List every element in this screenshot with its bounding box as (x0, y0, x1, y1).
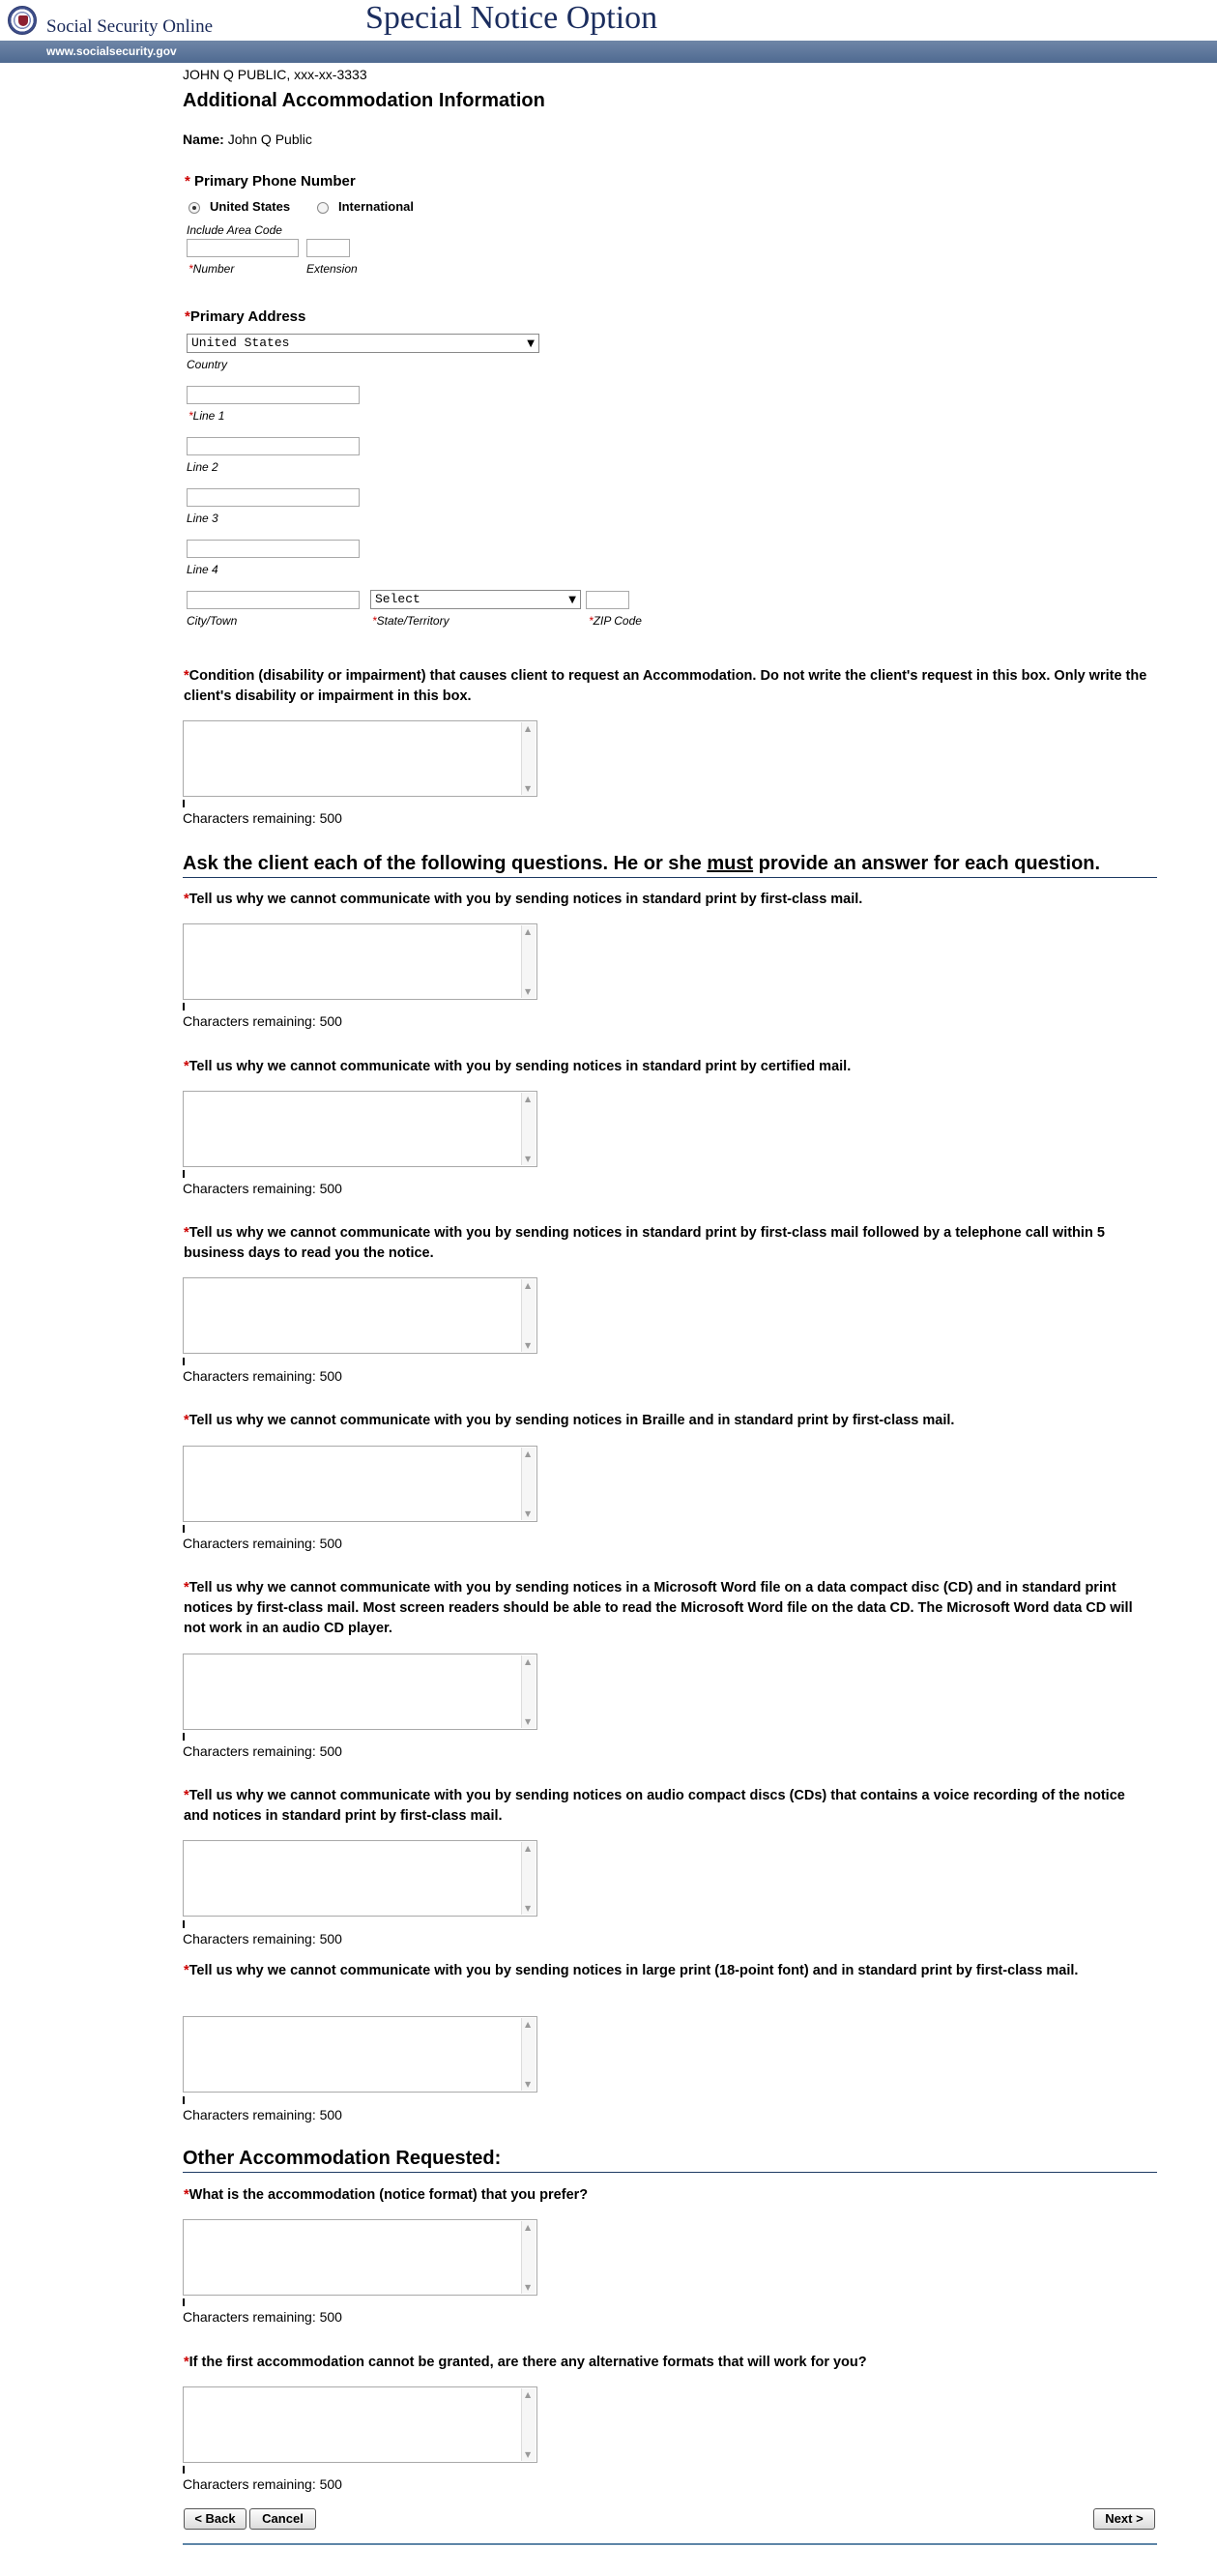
state-select-value: Select (375, 592, 420, 606)
back-button[interactable]: < Back (184, 2508, 246, 2530)
question-7-chars-remaining: Characters remaining: 500 (183, 2107, 342, 2122)
header-band (0, 41, 1217, 63)
city-input[interactable] (187, 591, 360, 609)
client-name (183, 132, 312, 147)
alternative-format-chars-remaining: Characters remaining: 500 (183, 2476, 342, 2492)
text-cursor (183, 1733, 185, 1741)
text-cursor (183, 1358, 185, 1365)
address-line1-input[interactable] (187, 386, 360, 404)
question-5-chars-remaining: Characters remaining: 500 (183, 1743, 342, 1759)
next-button[interactable]: Next > (1093, 2508, 1155, 2530)
address-line4-label: Line 4 (187, 563, 218, 576)
question-1-label: *Tell us why we cannot communicate with you by sending notices in standard print by first-class mail. (184, 892, 863, 907)
address-line4-input[interactable] (187, 540, 360, 558)
question-1-chars-remaining: Characters remaining: 500 (183, 1013, 342, 1029)
question-3-chars-remaining: Characters remaining: 500 (183, 1368, 342, 1384)
textarea-scrollbar[interactable]: ▲ ▼ (521, 1842, 536, 1915)
phone-number-input[interactable] (187, 239, 299, 257)
textarea-scrollbar[interactable]: ▲ ▼ (521, 2221, 536, 2294)
text-cursor (183, 1170, 185, 1178)
textarea-scrollbar[interactable]: ▲ ▼ (521, 2018, 536, 2091)
phone-hint: Include Area Code (187, 223, 282, 237)
required-mark: * (185, 173, 190, 190)
preferred-format-label: *What is the accommodation (notice format) that you prefer? (184, 2187, 589, 2203)
text-cursor (183, 800, 185, 807)
question-7-textarea[interactable] (183, 2016, 537, 2093)
name-label: Name: (183, 132, 224, 147)
radio-label-international: International (338, 199, 415, 214)
radio-label-united-states: United States (210, 199, 291, 214)
zip-input[interactable] (586, 591, 629, 609)
questions-heading: Ask the client each of the following questions. He or she must provide an answer for each question. (183, 853, 1157, 878)
address-line2-input[interactable] (187, 437, 360, 455)
question-5-textarea[interactable] (183, 1654, 537, 1730)
footer-divider (183, 2543, 1157, 2545)
preferred-format-chars-remaining: Characters remaining: 500 (183, 2309, 342, 2325)
text-cursor (183, 2298, 185, 2306)
phone-extension-label: Extension (306, 262, 358, 276)
text-cursor (183, 2466, 185, 2474)
zip-label: *ZIP Code (589, 614, 642, 628)
site-header (0, 0, 1217, 41)
textarea-scrollbar[interactable]: ▲ ▼ (521, 925, 536, 998)
question-6-chars-remaining: Characters remaining: 500 (183, 1931, 342, 1947)
condition-textarea[interactable] (183, 720, 537, 797)
cancel-button[interactable]: Cancel (249, 2508, 316, 2530)
question-5-label: *Tell us why we cannot communicate with you by sending notices in a Microsoft Word file on a data compact disc (CD) and in standard print notices by first-class mail. Most screen readers should be able to read the Microsoft Word file on the data CD. The Microsoft Word data CD will not work in an audio CD player. (184, 1580, 1133, 1636)
address-line3-label: Line 3 (187, 512, 218, 525)
state-select[interactable] (370, 590, 581, 609)
preferred-format-textarea[interactable] (183, 2219, 537, 2296)
radio-united-states[interactable] (188, 202, 200, 214)
phone-label: * Primary Phone Number (185, 173, 356, 190)
question-4-textarea[interactable] (183, 1446, 537, 1522)
country-label: Country (187, 358, 228, 371)
form-heading: Additional Accommodation Information (183, 90, 545, 111)
question-2-chars-remaining: Characters remaining: 500 (183, 1181, 342, 1196)
question-6-textarea[interactable] (183, 1840, 537, 1917)
textarea-scrollbar[interactable]: ▲ ▼ (521, 1655, 536, 1728)
name-value: John Q Public (227, 132, 312, 147)
country-select-value: United States (191, 336, 290, 350)
page-title: Special Notice Option (365, 0, 658, 36)
question-3-textarea[interactable] (183, 1277, 537, 1354)
question-4-chars-remaining: Characters remaining: 500 (183, 1536, 342, 1551)
condition-label: *Condition (disability or impairment) that causes client to request an Accommodation. Do not write the client's request in this box. Only write the client's disability or impairment in this box. (184, 668, 1147, 704)
question-2-textarea[interactable] (183, 1091, 537, 1167)
question-3-label: *Tell us why we cannot communicate with you by sending notices in standard print by first-class mail followed by a telephone call within 5 business days to read you the notice. (184, 1225, 1105, 1261)
text-cursor (183, 1920, 185, 1928)
textarea-scrollbar[interactable]: ▲ ▼ (521, 1093, 536, 1165)
address-line2-label: Line 2 (187, 460, 218, 474)
alternative-format-textarea[interactable] (183, 2386, 537, 2463)
site-name[interactable]: Social Security Online (46, 16, 214, 37)
condition-chars-remaining: Characters remaining: 500 (183, 810, 342, 826)
textarea-scrollbar[interactable]: ▲ ▼ (521, 2388, 536, 2461)
alternative-format-label: *If the first accommodation cannot be granted, are there any alternative formats that will work for you? (184, 2355, 867, 2370)
state-label: *State/Territory (372, 614, 449, 628)
chevron-down-icon: ▼ (527, 338, 535, 349)
text-cursor (183, 2096, 185, 2104)
question-7-label: *Tell us why we cannot communicate with you by sending notices in large print (18-point font) and in standard print by first-class mail. (184, 1963, 1079, 1978)
textarea-scrollbar[interactable]: ▲ ▼ (521, 722, 536, 795)
text-cursor (183, 1525, 185, 1533)
text-cursor (183, 1003, 185, 1010)
phone-extension-input[interactable] (306, 239, 350, 257)
textarea-scrollbar[interactable]: ▲ ▼ (521, 1448, 536, 1520)
radio-international[interactable] (317, 202, 329, 214)
question-6-label: *Tell us why we cannot communicate with you by sending notices on audio compact discs (CDs) that contains a voice recording of the notice and notices in standard print by first-class mail. (184, 1788, 1125, 1824)
question-1-textarea[interactable] (183, 923, 537, 1000)
textarea-scrollbar[interactable]: ▲ ▼ (521, 1279, 536, 1352)
ssa-seal-icon[interactable] (8, 6, 37, 35)
city-label: City/Town (187, 614, 238, 628)
question-2-label: *Tell us why we cannot communicate with you by sending notices in standard print by certified mail. (184, 1059, 852, 1074)
country-select[interactable] (187, 334, 539, 353)
address-line3-input[interactable] (187, 488, 360, 507)
chevron-down-icon: ▼ (568, 595, 576, 605)
other-accommodation-heading: Other Accommodation Requested: (183, 2148, 1157, 2173)
question-4-label: *Tell us why we cannot communicate with you by sending notices in Braille and in standard print by first-class mail. (184, 1413, 955, 1428)
address-label: *Primary Address (185, 308, 306, 325)
phone-number-label: *Number (188, 262, 235, 276)
site-url-link[interactable]: www.socialsecurity.gov (46, 44, 177, 58)
address-line1-label: *Line 1 (188, 409, 225, 423)
client-id-line: JOHN Q PUBLIC, xxx-xx-3333 (183, 67, 367, 82)
